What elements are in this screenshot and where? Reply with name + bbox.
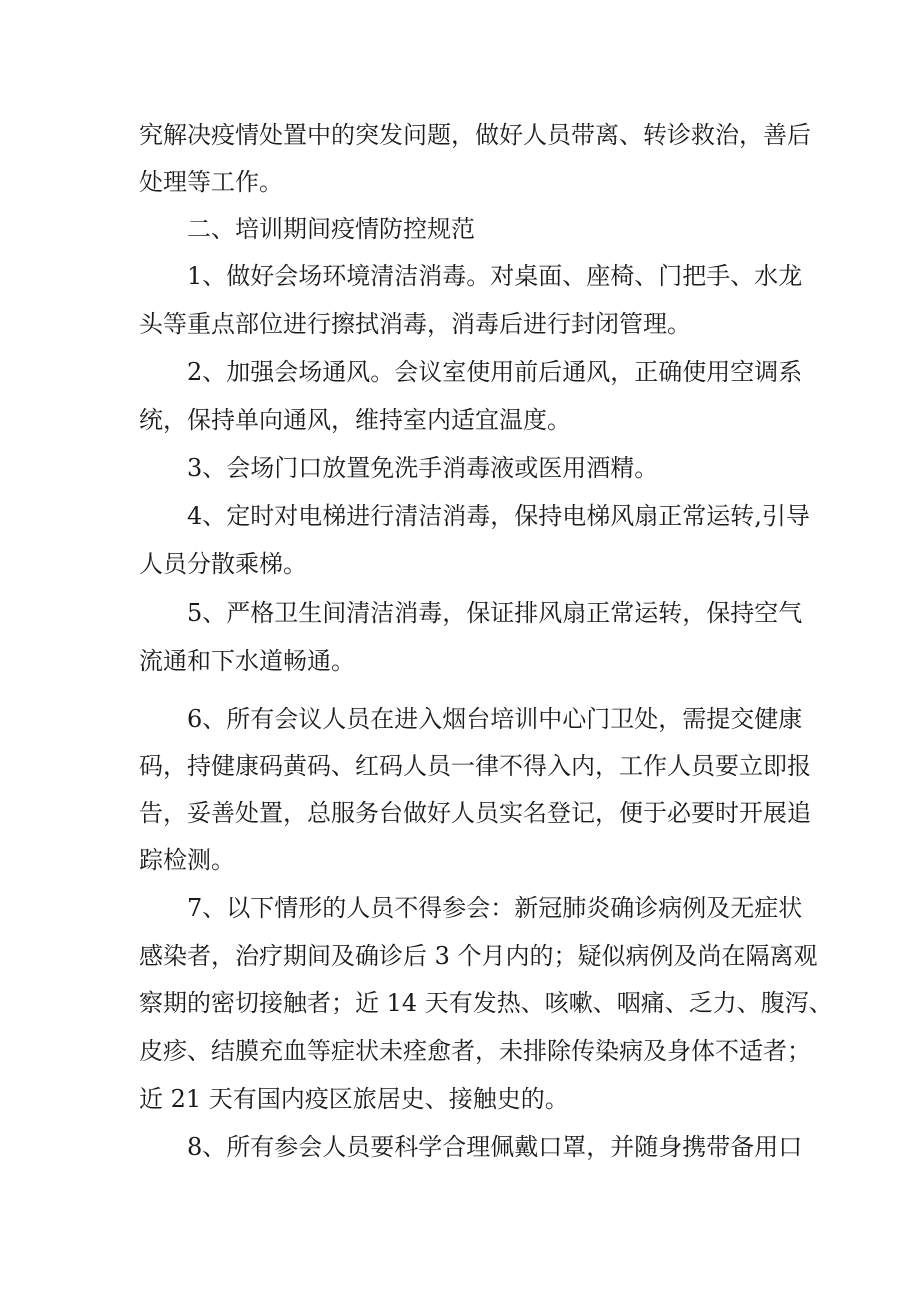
text-line: 流通和下水道畅通。 [139,647,355,675]
text-line: 究解决疫情处置中的突发问题，做好人员带离、转诊救治，善后 [139,121,811,149]
section-heading: 二、培训期间疫情防控规范 [187,215,475,243]
text-line: 统，保持单向通风，维持室内适宜温度。 [139,406,571,434]
text-line: 1、做好会场环境清洁消毒。对桌面、座椅、门把手、水龙 [187,262,803,290]
text-line: 告，妥善处置，总服务台做好人员实名登记，便于必要时开展追 [139,799,811,827]
text-line: 人员分散乘梯。 [139,550,307,578]
text-line: 感染者，治疗期间及确诊后 3 个月内的；疑似病例及尚在隔离观 [139,942,818,970]
text-line: 7、以下情形的人员不得参会：新冠肺炎确诊病例及无症状 [187,894,803,922]
text-line: 8、所有参会人员要科学合理佩戴口罩，并随身携带备用口 [187,1133,803,1161]
text-line: 处理等工作。 [139,168,283,196]
text-line: 码，持健康码黄码、红码人员一律不得入内，工作人员要立即报 [139,752,811,780]
text-line: 近 21 天有国内疫区旅居史、接触史的。 [139,1085,569,1113]
text-line: 皮疹、结膜充血等症状未痊愈者，未排除传染病及身体不适者； [139,1037,811,1065]
text-line: 头等重点部位进行擦拭消毒，消毒后进行封闭管理。 [139,310,691,338]
text-line: 4、定时对电梯进行清洁消毒，保持电梯风扇正常运转,引导 [187,502,810,530]
text-line: 3、会场门口放置免洗手消毒液或医用酒精。 [187,454,659,482]
text-line: 察期的密切接触者；近 14 天有发热、咳嗽、咽痛、乏力、腹泻、 [139,989,833,1017]
text-line: 5、严格卫生间清洁消毒，保证排风扇正常运转，保持空气 [187,599,803,627]
text-line: 6、所有会议人员在进入烟台培训中心门卫处，需提交健康 [187,705,803,733]
text-line: 踪检测。 [139,846,235,874]
text-line: 2、加强会场通风。会议室使用前后通风，正确使用空调系 [187,358,803,386]
